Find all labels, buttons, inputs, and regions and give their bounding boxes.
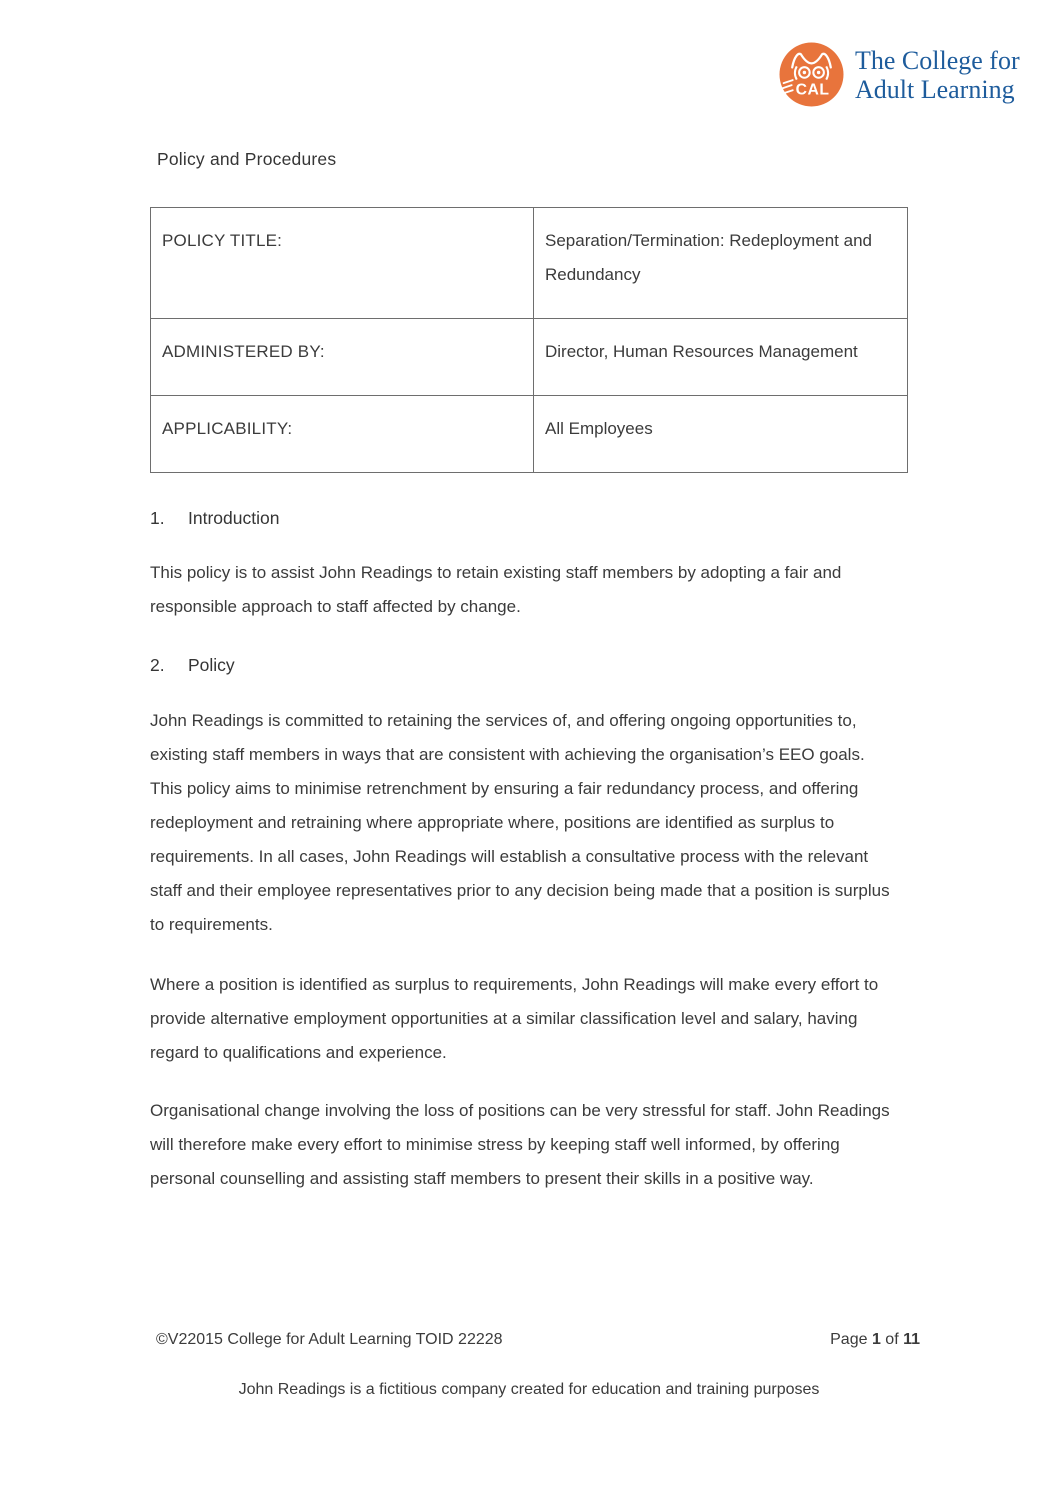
table-row-policy-title [151,208,908,319]
section-heading-policy [150,648,908,682]
document-title: Policy and Procedures [157,149,337,169]
paragraph-policy-1: John Readings is committed to retaining the services of, and offering ongoing opportunities to, existing staff members in ways that are consistent with achieving the organisation’s EEO goals. This policy aims to minimise retrenchment by ensuring a fair redundancy process, and offering redeployment and retraining where appropriate where, positions are identified as surplus to requirements. In all cases, John Readings will establish a consultative process with the relevant staff and their employee representatives prior to any decision being made that a position is surplus to requirements. [150,711,890,934]
page-footer [156,1328,920,1352]
table-row-administered-by [151,319,908,396]
policy-info-table [150,207,908,473]
table-row-applicability [151,396,908,473]
section-title: Introduction [188,508,280,528]
section-number: 2. [150,655,165,675]
cal-acronym: CAL [795,81,830,99]
footer-copyright: ©V22015 College for Adult Learning TOID 22228 [156,1331,503,1348]
cal-wordmark-line1: The College for [855,45,1020,75]
section-title: Policy [188,655,235,675]
policy-title-value: Separation/Termination: Redeployment and Redundancy [534,208,908,319]
administered-by-value: Director, Human Resources Management [534,319,908,396]
policy-title-label: POLICY TITLE: [151,208,534,319]
page-of-word: of [880,1331,904,1348]
cal-wordmark [855,46,1020,104]
cal-owl-icon [779,42,844,107]
footer-page-number [830,1328,920,1352]
paragraph-policy-2: Where a position is identified as surplus to requirements, John Readings will make every effort to provide alternative employment opportunities at a similar classification level and salary, having regard to qualifications and experience. [150,975,879,1062]
footer-disclaimer: John Readings is a fictitious company created for education and training purposes [238,1381,820,1398]
section-heading-introduction [150,501,908,535]
paragraph-policy-3: Organisational change involving the loss of positions can be very stressful for staff. John Readings will therefore make every effort to minimise stress by keeping staff well informed, by offering personal counselling and assisting staff members to present their skills in a positive way. [150,1101,890,1188]
page-word: Page [830,1331,872,1348]
paragraph-introduction: This policy is to assist John Readings to retain existing staff members by adopting a fair and responsible approach to staff affected by change. [150,563,842,616]
applicability-label: APPLICABILITY: [151,396,534,473]
page-current: 1 [871,1331,881,1348]
applicability-value: All Employees [534,396,908,473]
cal-wordmark-line2: Adult Learning [855,74,1015,104]
cal-logo [779,42,1020,107]
document-body [150,207,908,1196]
administered-by-label: ADMINISTERED BY: [151,319,534,396]
page-total: 11 [903,1331,920,1348]
section-number: 1. [150,508,165,528]
